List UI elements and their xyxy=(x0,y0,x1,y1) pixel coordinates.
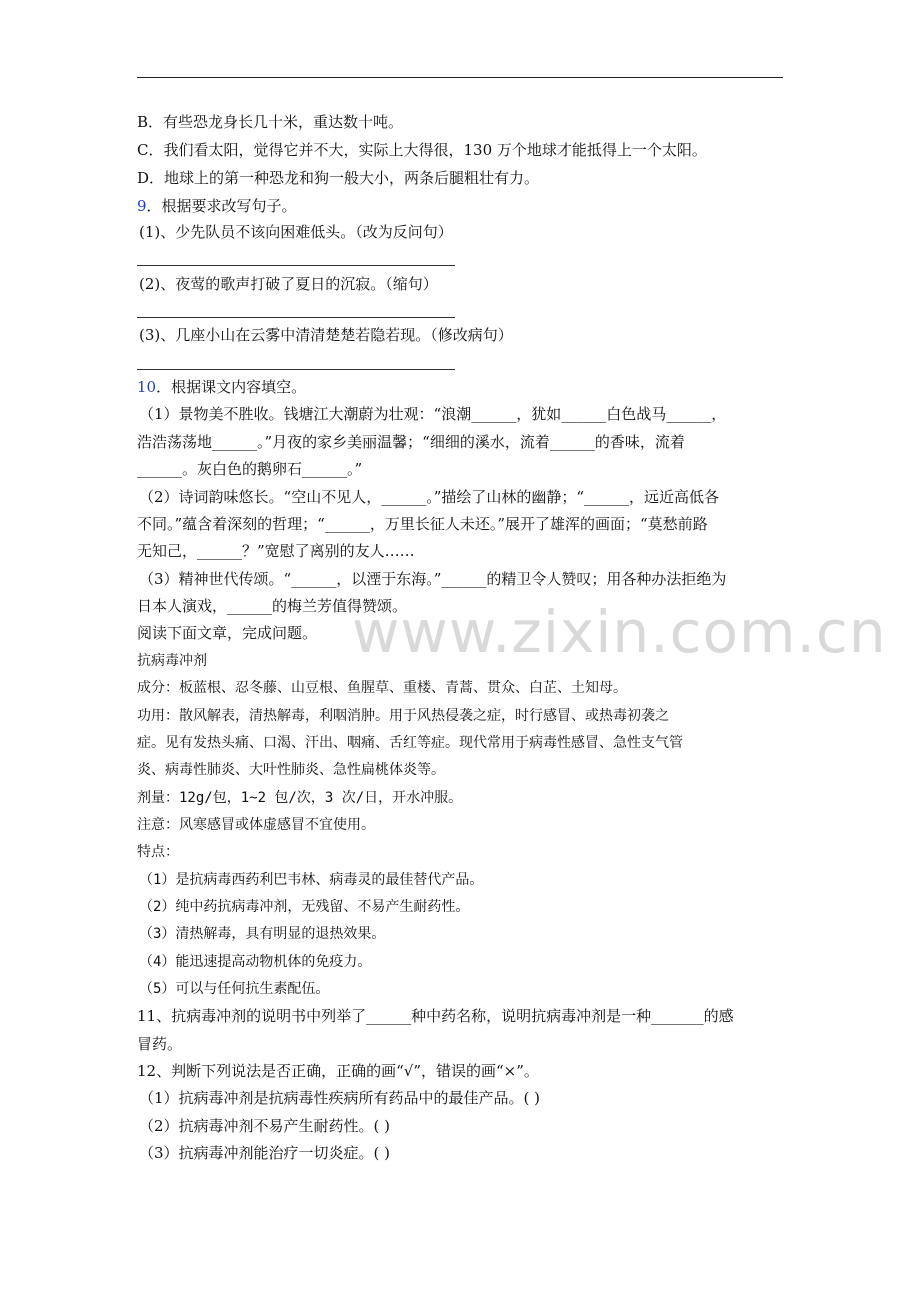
q10-2-line-c: 无知己，______？”宽慰了离别的友人…… xyxy=(137,542,415,560)
q9-item-2: (2)、夜莺的歌声打破了夏日的沉寂。（缩句） xyxy=(139,275,438,293)
q10-2-line-b: 不同。”蕴含着深刻的哲理；“______，万里长征人未还。”展开了雄浑的画面；“莫愁前路 xyxy=(137,515,708,533)
q12-item-3: （3）抗病毒冲剂能治疗一切炎症。( ) xyxy=(139,1144,391,1162)
medicine-dosage: 剂量：12g/包，1~2 包/次，3 次/日，开水冲服。 xyxy=(137,790,463,806)
q10-1-line-a: （1）景物美不胜收。钱塘江大潮蔚为壮观：“浪潮______，犹如______白色战马______， xyxy=(139,405,727,423)
question-text: ．根据课文内容填空。 xyxy=(156,378,307,396)
medicine-caution: 注意：风寒感冒或体虚感冒不宜使用。 xyxy=(137,817,375,833)
question-11-line-b: 冒药。 xyxy=(137,1035,183,1053)
feature-4: （4）能迅速提高动物机体的免疫力。 xyxy=(139,954,372,970)
q10-3-line-a: （3）精神世代传颂。“______，以湮于东海。”______的精卫令人赞叹；用各种办法拒绝为 xyxy=(139,570,727,588)
feature-2: （2）纯中药抗病毒冲剂，无残留、不易产生耐药性。 xyxy=(139,899,470,915)
q10-2-line-a: （2）诗词韵味悠长。“空山不见人，______。”描绘了山林的幽静；“______，远近高低各 xyxy=(139,488,720,506)
option-c: C．我们看太阳，觉得它并不大，实际上大得很，130 万个地球才能抵得上一个太阳。 xyxy=(137,141,707,159)
q9-item-1: (1)、少先队员不该向困难低头。（改为反问句） xyxy=(139,223,453,241)
option-d: D．地球上的第一种恐龙和狗一般大小，两条后腿粗壮有力。 xyxy=(137,169,540,187)
q10-1-line-b: 浩浩荡荡地______。”月夜的家乡美丽温馨；“细细的溪水，流着______的香味，流着 xyxy=(137,433,685,451)
medicine-features-title: 特点： xyxy=(137,844,179,860)
feature-1: （1）是抗病毒西药利巴韦林、病毒灵的最佳替代产品。 xyxy=(139,872,484,888)
feature-3: （3）清热解毒，具有明显的退热效果。 xyxy=(139,926,386,942)
answer-line-1[interactable] xyxy=(137,265,455,266)
question-text: ．根据要求改写句子。 xyxy=(146,197,297,215)
q10-1-line-c: ______。灰白色的鹅卵石______。” xyxy=(137,460,363,478)
header-rule xyxy=(137,77,783,78)
q12-item-2: （2）抗病毒冲剂不易产生耐药性。( ) xyxy=(139,1117,391,1135)
question-number: 10 xyxy=(137,378,157,396)
q10-3-line-b: 日本人演戏，______的梅兰芳值得赞颂。 xyxy=(137,597,408,615)
question-9 xyxy=(137,196,297,216)
watermark: www.zixin.com.cn xyxy=(352,598,887,666)
question-11-line-a: 11、抗病毒冲剂的说明书中列举了______种中药名称，说明抗病毒冲剂是一种_______的感 xyxy=(137,1007,734,1025)
medicine-function-2: 症。见有发热头痛、口渴、汗出、咽痛、舌红等症。现代常用于病毒性感冒、急性支气管 xyxy=(137,735,683,751)
answer-line-3[interactable] xyxy=(137,369,455,370)
question-number: 9 xyxy=(137,197,147,215)
q9-item-3: (3)、几座小山在云雾中清清楚楚若隐若现。（修改病句） xyxy=(139,326,513,344)
medicine-function-1: 功用：散风解表，清热解毒，利咽消肿。用于风热侵袭之症，时行感冒、或热毒初袭之 xyxy=(137,708,669,724)
question-12: 12、判断下列说法是否正确，正确的画“√”，错误的画“×”。 xyxy=(137,1062,539,1080)
answer-line-2[interactable] xyxy=(137,317,455,318)
medicine-title: 抗病毒冲剂 xyxy=(137,653,207,669)
medicine-function-3: 炎、病毒性肺炎、大叶性肺炎、急性扁桃体炎等。 xyxy=(137,762,445,778)
option-b: B．有些恐龙身长几十米，重达数十吨。 xyxy=(137,113,404,131)
medicine-ingredients: 成分：板蓝根、忍冬藤、山豆根、鱼腥草、重楼、青蒿、贯众、白芷、土知母。 xyxy=(137,680,627,696)
q12-item-1: （1）抗病毒冲剂是抗病毒性疾病所有药品中的最佳产品。( ) xyxy=(139,1089,541,1107)
reading-intro: 阅读下面文章，完成问题。 xyxy=(137,624,318,642)
question-10 xyxy=(137,377,306,397)
feature-5: （5）可以与任何抗生素配伍。 xyxy=(139,981,330,997)
